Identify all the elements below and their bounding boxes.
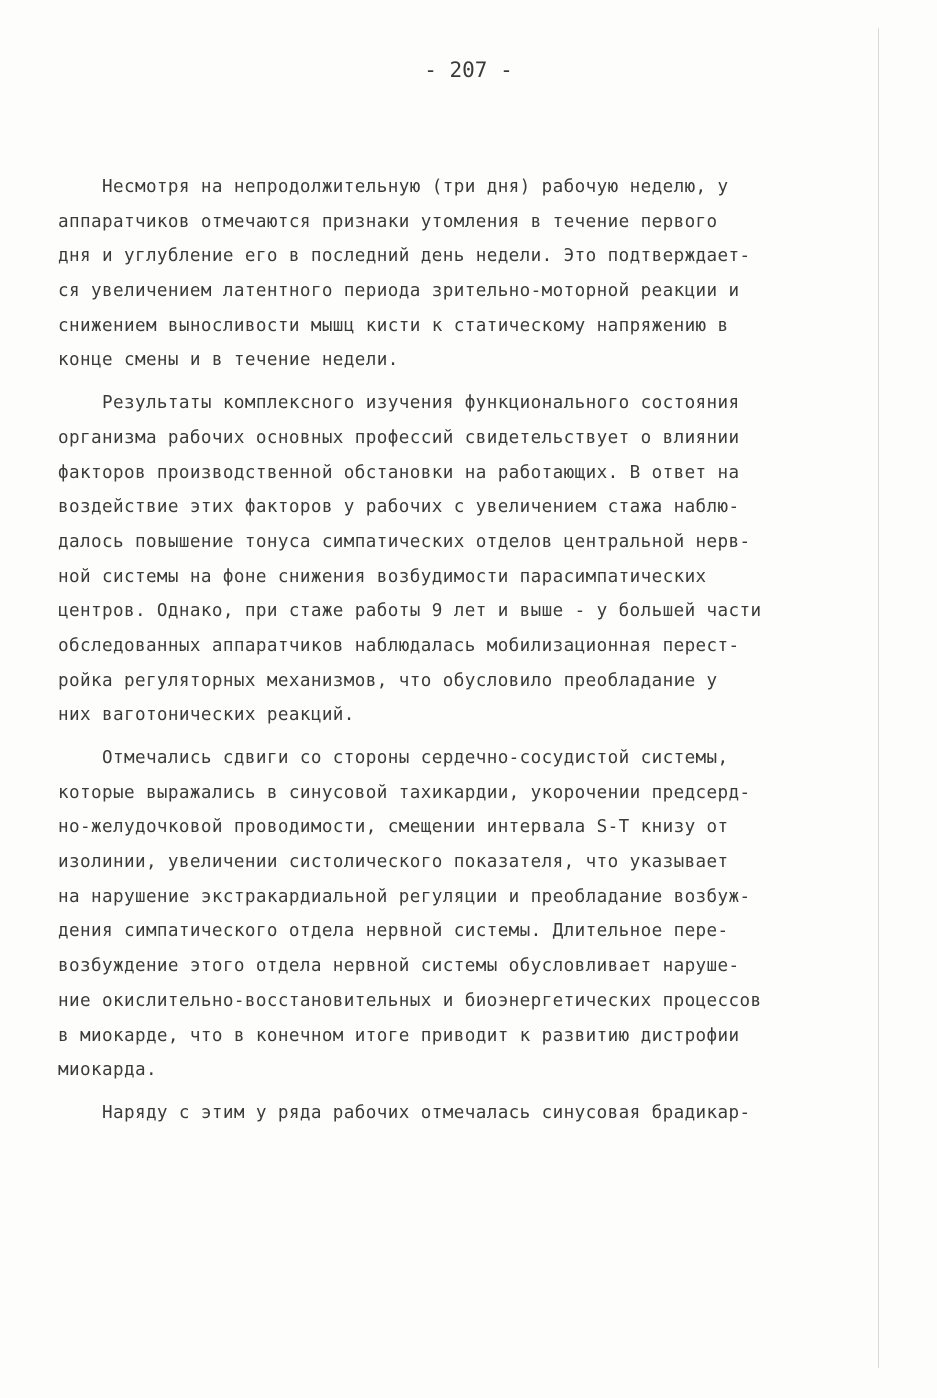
text-line: Результаты комплексного изучения функционального состояния [58,393,740,414]
text-line: центров. Однако, при стаже работы 9 лет и выше - у большей части [58,601,762,622]
text-line: изолинии, увеличении систолического показателя, что указывает [58,852,729,873]
text-line: ройка регуляторных механизмов, что обусловило преобладание у [58,670,718,691]
text-line: ние окислительно-восстановительных и биоэнергетических процессов [58,990,762,1011]
text-line: снижением выносливости мышц кисти к статическому напряжению в [58,315,729,336]
text-line: которые выражались в синусовой тахикардии, укорочении предсерд- [58,782,751,803]
text-line: Несмотря на непродолжительную (три дня) рабочую неделю, у [58,177,729,197]
text-line: дня и углубление его в последний день недели. Это подтверждает- [58,246,751,267]
text-line: на нарушение экстракардиальной регуляции и преобладание возбуж- [58,886,751,907]
text-line: но-желудочковой проводимости, смещении интервала S-T книзу от [58,817,729,838]
page-number: - 207 - [424,58,513,82]
text-line: миокарда. [58,1060,157,1081]
text-line: обследованных аппаратчиков наблюдалась мобилизационная перест- [58,635,740,656]
text-line: в миокарде, что в конечном итоге приводит к развитию дистрофии [58,1025,740,1046]
text-line: Отмечались сдвиги со стороны сердечно-сосудистой системы, [58,748,729,768]
text-line: организма рабочих основных профессий свидетельствует о влиянии [58,427,740,448]
text-line: возбуждение этого отдела нервной системы обусловливает наруше- [58,956,740,977]
text-line: ся увеличением латентного периода зрительно-моторной реакции и [58,281,740,302]
text-line: Наряду с этим у ряда рабочих отмечалась синусовая брадикар- [58,1102,751,1123]
text-line: конце смены и в течение недели. [58,350,399,371]
text-line: дения симпатического отдела нервной системы. Длительное пере- [58,921,729,942]
body-text [58,170,888,1131]
text-line: далось повышение тонуса симпатических отделов центральной нерв- [58,531,751,552]
text-line: факторов производственной обстановки на работающих. В ответ на [58,462,740,483]
text-line: воздействие этих факторов у рабочих с увеличением стажа наблю- [58,497,740,518]
text-line: ной системы на фоне снижения возбудимости парасимпатических [58,566,707,587]
text-line: аппаратчиков отмечаются признаки утомления в течение первого [58,211,718,232]
text-line: них ваготонических реакций. [58,705,355,726]
